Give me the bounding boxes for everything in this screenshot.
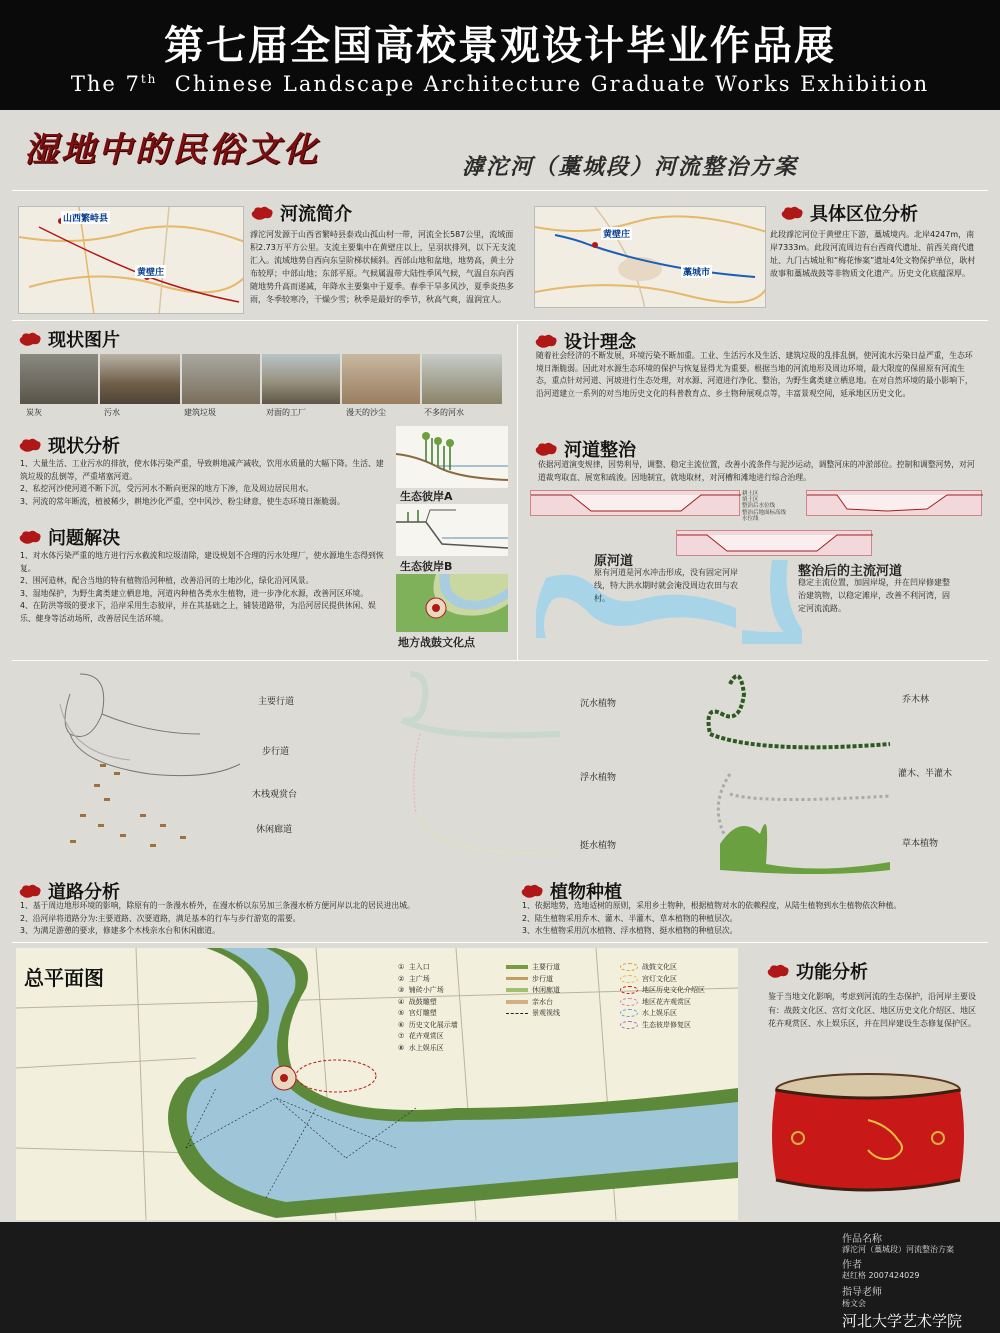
channel-text: 依据河道演变规律，因势利导，调整、稳定主流位置，改善小流条件与泥沙运动，调整河床的冲淤部位。控制和调整河势，对河道裁弯取直、展宽和疏浚。因地制宜，就地取材，对河槽和滩地进行综合治理。 bbox=[538, 460, 975, 482]
legend-item: ⑤ 宫灯雕塑 bbox=[398, 1009, 437, 1017]
legend-item: ② 主广场 bbox=[398, 974, 430, 983]
regulated-river-title: 整治后的主流河道 bbox=[798, 564, 903, 579]
section-title-text: 现状图片 bbox=[48, 330, 120, 351]
cloud-icon bbox=[766, 963, 790, 979]
section-label-a: 生态彼岸A bbox=[400, 490, 453, 503]
legend-item: 填土区 bbox=[742, 497, 759, 504]
divider bbox=[12, 320, 988, 321]
tree-label: 乔木林 bbox=[902, 695, 930, 705]
line-legend bbox=[506, 962, 606, 1020]
divider bbox=[12, 190, 988, 191]
drum-point-plan bbox=[396, 574, 508, 632]
legend-item: 亲水台 bbox=[506, 997, 606, 1009]
location-text: 此段滹沱河位于黄壁庄下游，藁城境内。北岸4247m，南岸7333m。此段河流周边有台西商代遗址、前西关商代遗址、九门古城址和“梅花惨案”遗址4处文物保护单位，耿村故事和藁城战鼓等非物质文化遗产。历史文化底蕴深厚。 bbox=[770, 230, 976, 278]
list-item: 2、陆生植物采用乔木、灌木、半灌木、草本植物的种植层次。 bbox=[522, 913, 738, 923]
author-label: 作者 bbox=[842, 1260, 862, 1271]
legend-item: 水上娱乐区 bbox=[620, 1008, 736, 1020]
photo-caption: 建筑垃圾 bbox=[184, 408, 216, 417]
section-title-text: 道路分析 bbox=[48, 882, 120, 903]
water-plant-diagram bbox=[380, 664, 570, 876]
photo-caption: 对面的工厂 bbox=[266, 408, 306, 417]
list-item: 3、河流的常年断流，植被稀少，耕地沙化严重，空中风沙、粉尘肆意，使生态环境日渐脆弱。 bbox=[20, 496, 345, 506]
profile-legend bbox=[742, 491, 804, 523]
map-label: 藁城市 bbox=[681, 265, 712, 278]
legend-item: 整治后水位线 bbox=[742, 503, 776, 510]
profile-after bbox=[806, 490, 982, 516]
river-intro-text: 滹沱河发源于山西省繁峙县泰戏山孤山村一带，河流全长587公里，流域面积2.73万平方公里。支流主要集中在黄壁庄以上，呈羽状排列，以下无支流汇入。流域地势自西向东呈阶梯状倾斜。西部山地和盆地，地势高，黄土分布较厚；中部山地；东部平原。气候属温带大陆性季风气候，气温自东向西随地势升高而递减，年降水主要集中于夏季。春季干旱多风沙，夏季炎热多雨，冬季较寒冷，干燥少雪；秋季是最好的季节，秋高气爽，温润宜人。 bbox=[250, 230, 516, 304]
road-diagram-graphic bbox=[40, 664, 340, 876]
map-label: 黄壁庄 bbox=[135, 265, 166, 278]
author-name: 赵红格 2007424029 bbox=[842, 1271, 920, 1280]
river-shape-graphic bbox=[742, 560, 802, 644]
road-diagram bbox=[40, 664, 340, 876]
original-river-title: 原河道 bbox=[594, 554, 634, 569]
section-title-text: 河流简介 bbox=[280, 204, 352, 225]
list-item: 1、基于周边地形环境的影响，除原有的一条漫水桥外，在漫水桥以东另加三条漫水桥方便河岸以北的居民进出城。 bbox=[20, 901, 415, 910]
planting-list bbox=[522, 900, 992, 938]
legend-item: ⑦ 花卉观赏区 bbox=[398, 1032, 444, 1040]
location-map-east bbox=[534, 206, 766, 308]
school-name: 河北大学艺术学院 bbox=[842, 1312, 963, 1330]
drum-point-graphic bbox=[396, 574, 508, 632]
legend-item: 休闲廊道 bbox=[506, 985, 606, 997]
map-graphic bbox=[535, 207, 766, 308]
section-drawing-b bbox=[396, 504, 508, 556]
legend-item: ③ 铺砖小广场 bbox=[398, 986, 444, 994]
photo-little-water bbox=[422, 354, 502, 404]
work-label: 作品名称 bbox=[842, 1234, 882, 1245]
advisor-label: 指导老师 bbox=[842, 1287, 882, 1298]
section-title-text: 设计理念 bbox=[564, 332, 636, 353]
legend-item: 地区历史文化介绍区 bbox=[620, 985, 736, 997]
water-plant-graphic bbox=[380, 664, 570, 876]
photo-construction-waste bbox=[182, 354, 260, 404]
section-title-text: 河道整治 bbox=[564, 440, 636, 461]
photo-sand-dust bbox=[342, 354, 420, 404]
section-title-text: 问题解决 bbox=[48, 528, 120, 549]
legend-item: 整治后地面标高线 bbox=[742, 509, 787, 516]
section-title-text: 植物种植 bbox=[550, 882, 622, 903]
list-item: 4、在防洪等级的要求下，沿岸采用生态彼岸，并在其基础之上，铺装道路带，为沿河居民提供休闲、娱乐、健身等活动场所，改善居民生活环境。 bbox=[20, 601, 376, 623]
divider bbox=[12, 660, 988, 661]
photo-caption: 炭灰 bbox=[26, 408, 42, 417]
list-item: 1、大量生活、工业污水的排放，使水体污染严重，导致耕地减产减收，饮用水质量的大幅下降。生活、建筑垃圾的乱倒等，严重堵塞河道。 bbox=[20, 459, 384, 481]
vertical-divider bbox=[517, 324, 518, 660]
water-plant-label: 浮水植物 bbox=[580, 773, 617, 783]
road-label: 主要行道 bbox=[258, 697, 295, 707]
status-list bbox=[20, 458, 386, 508]
list-item: 3、为满足游憩的要求，修建多个木栈亲水台和休闲廊道。 bbox=[20, 926, 220, 935]
legend-item: 生态彼岸修复区 bbox=[620, 1020, 736, 1032]
drum-point-label: 地方战鼓文化点 bbox=[398, 636, 475, 649]
section-title-problem bbox=[18, 524, 120, 550]
section-drawing-a bbox=[396, 426, 508, 488]
cloud-icon bbox=[534, 333, 558, 349]
section-b-graphic bbox=[396, 504, 508, 556]
section-title-text: 现状分析 bbox=[48, 436, 120, 457]
map-graphic bbox=[19, 207, 244, 314]
legend-item: 主要行道 bbox=[506, 962, 606, 974]
numbered-legend bbox=[398, 962, 498, 1054]
cloud-icon bbox=[250, 205, 274, 221]
legend-item: ① 主入口 bbox=[398, 963, 430, 971]
road-label: 步行道 bbox=[262, 747, 290, 757]
legend-item: 水位线 bbox=[742, 515, 759, 522]
function-text: 鉴于当地文化影响，考虑到河流的生态保护，沿河岸主要设有：战鼓文化区、宫灯文化区、地区历史文化介绍区、地区花卉观赏区、水上娱乐区，并在凹岸建设生态修复保护区。 bbox=[768, 992, 976, 1028]
zone-legend bbox=[620, 962, 736, 1031]
legend-item: 耕土区 bbox=[742, 491, 759, 497]
cloud-icon bbox=[18, 883, 42, 899]
tree-label: 草本植物 bbox=[902, 839, 939, 849]
water-plant-label: 挺水植物 bbox=[580, 841, 617, 851]
legend-item: ⑥ 历史文化展示墙 bbox=[398, 1020, 458, 1029]
section-title-text: 功能分析 bbox=[796, 962, 868, 983]
section-title-river-intro bbox=[250, 200, 352, 226]
profile-graphic bbox=[807, 491, 983, 517]
legend-item: 宫灯文化区 bbox=[620, 974, 736, 986]
list-item: 2、私挖河沙使河道不断下沉，受污河水不断向更深的地方下渗，危及周边居民用水。 bbox=[20, 484, 314, 493]
legend-item: ④ 战鼓雕塑 bbox=[398, 997, 437, 1006]
cloud-icon bbox=[780, 205, 804, 221]
cloud-icon bbox=[520, 883, 544, 899]
photo-caption: 污水 bbox=[104, 408, 120, 417]
original-river-text: 原有河道是河水冲击形成，没有固定河岸线，特大洪水期时就会淹没周边农田与农村。 bbox=[594, 568, 738, 603]
list-item: 1、依据地势，选地适树的原则，采用乡土物种，根据植物对水的依赖程度，从陆生植物到水生植物依次种植。 bbox=[522, 901, 902, 910]
exhibition-title-en: The 7th Chinese Landscape Architecture Graduate Works Exhibition bbox=[70, 72, 930, 96]
tree-diagram bbox=[700, 664, 900, 878]
project-subtitle: 滹沱河（藁城段）河流整治方案 bbox=[462, 154, 799, 180]
divider bbox=[12, 942, 988, 943]
photo-sewage bbox=[100, 354, 180, 404]
legend-item: 战鼓文化区 bbox=[620, 962, 736, 974]
map-label: 山西繁峙县 bbox=[61, 211, 110, 224]
road-analysis-list bbox=[20, 900, 490, 938]
cloud-icon bbox=[18, 529, 42, 545]
section-title-text: 具体区位分析 bbox=[810, 204, 918, 225]
drum-image bbox=[768, 1070, 968, 1200]
list-item: 2、围河造林，配合当地的特有植物沿河种植，改善沿河的土地沙化，绿化沿河风景。 bbox=[20, 576, 314, 585]
tree-graphic bbox=[700, 664, 900, 878]
list-item: 3、水生植物采用沉水植物、浮水植物、挺水植物的种植层次。 bbox=[522, 926, 738, 935]
regulated-river-text: 稳定主流位置，加固岸堤，并在凹岸修建整治建筑物，以稳定滩岸，改善不利河湾，固定河流流路。 bbox=[798, 578, 950, 613]
list-item: 1、对水体污染严重的地方进行污水截流和垃圾清除，建设规划不合理的污水处理厂，使水源地生态得到恢复。 bbox=[20, 551, 384, 573]
location-map-west bbox=[18, 206, 244, 314]
legend-item: 地区花卉观赏区 bbox=[620, 997, 736, 1009]
section-a-graphic bbox=[396, 426, 508, 488]
legend-item: 步行道 bbox=[506, 974, 606, 986]
calligraphy-title: 湿地中的民俗文化 bbox=[24, 130, 320, 170]
section-title-photos bbox=[18, 326, 120, 352]
photo-caption: 不多的河水 bbox=[424, 408, 464, 417]
tree-label: 灌木、半灌木 bbox=[898, 769, 953, 779]
legend-item: 景观视线 bbox=[506, 1008, 606, 1020]
photo-factory bbox=[262, 354, 340, 404]
cloud-icon bbox=[18, 331, 42, 347]
concept-text: 随着社会经济的不断发展，环境污染不断加重。工业、生活污水及生活、建筑垃圾的乱排乱倒，使河流水污染日益严重，生态环境日渐脆弱。因此对水源生态环境的保护与恢复显得尤为重要。根据当地的河流地形及周边环境，最大限度的保留原有河流生态，重点针对河道、河坡进行生态处理，对水源、河道进行净化、整治，为野生禽类建立栖息地。在对自然环境的最小影响下，沿河道建立一系列的对当地历史文化的科普教育点、乡土物种展观点等，丰富景观空间，延承地区历史文化。 bbox=[536, 351, 973, 398]
section-title-status bbox=[18, 432, 120, 458]
master-plan bbox=[16, 948, 738, 1220]
profile-before bbox=[530, 490, 740, 516]
photo-ash bbox=[20, 354, 98, 404]
profile-graphic bbox=[531, 491, 741, 517]
work-name: 滹沱河（藁城段）河流整治方案 bbox=[842, 1245, 954, 1254]
exhibition-title: 第七届全国高校景观设计毕业作品展 bbox=[164, 23, 836, 69]
map-label: 黄壁庄 bbox=[601, 227, 632, 240]
drum-graphic bbox=[768, 1070, 968, 1200]
cloud-icon bbox=[534, 441, 558, 457]
section-title-location bbox=[780, 200, 918, 226]
list-item: 3、湿地保护，为野生禽类建立栖息地，河道内种植各类水生植物，进一步净化水源，改善河区环境。 bbox=[20, 588, 369, 598]
master-plan-title: 总平面图 bbox=[24, 966, 104, 990]
road-label: 休闲廊道 bbox=[256, 825, 293, 835]
regulated-river-shape bbox=[742, 560, 802, 644]
cloud-icon bbox=[18, 437, 42, 453]
photo-caption: 漫天的沙尘 bbox=[346, 408, 386, 417]
list-item: 2、沿河岸将道路分为:主要道路、次要道路，满足基本的行车与步行游览的需要。 bbox=[20, 913, 301, 923]
water-plant-label: 沉水植物 bbox=[580, 699, 617, 709]
section-label-b: 生态彼岸B bbox=[400, 560, 453, 573]
advisor-name: 杨文会 bbox=[842, 1299, 866, 1308]
road-label: 木栈观赏台 bbox=[252, 790, 298, 800]
section-title-function bbox=[766, 958, 868, 984]
problem-list bbox=[20, 550, 386, 625]
legend-item: ⑧ 水上娱乐区 bbox=[398, 1043, 444, 1052]
